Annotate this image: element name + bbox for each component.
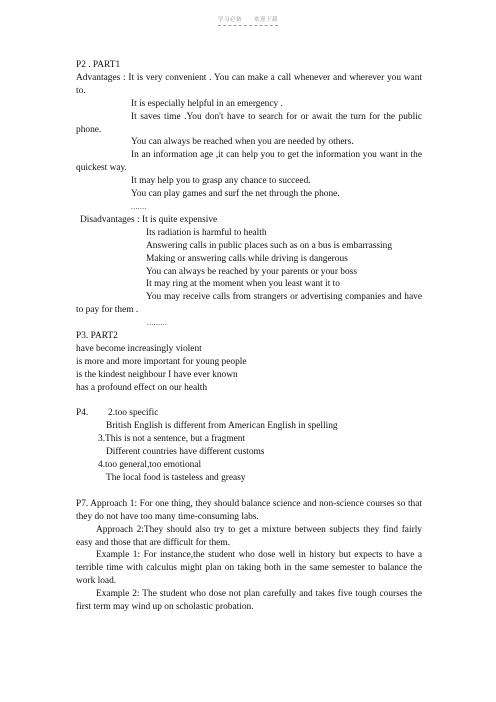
disadvantage-item: You can always be reached by your parents or your boss bbox=[146, 266, 357, 277]
p3-heading: P3. PART2 bbox=[76, 331, 118, 342]
advantage-ellipsis: ....... bbox=[131, 202, 147, 211]
p4-item-head: 3.This is not a sentence, but a fragment bbox=[98, 434, 246, 445]
document-body bbox=[76, 59, 422, 614]
disadvantage-item: Its radiation is harmful to health bbox=[146, 227, 267, 238]
p4-item-head: 2.too specific bbox=[107, 408, 159, 419]
advantage-item: Advantages : It is very convenient . You can make a call whenever and wherever you want to. bbox=[76, 72, 422, 96]
disadvantage-item: It may ring at the moment when you least want it to bbox=[146, 279, 340, 290]
page-header bbox=[0, 15, 496, 23]
advantage-item: In an information age ,it can help you to get the information you want in the quickest way. bbox=[76, 150, 422, 174]
p7-paragraph: Approach 2:They should also try to get a mixture between subjects they find fairly easy and those that are difficult for them. bbox=[76, 524, 422, 548]
advantage-item: It is especially helpful in an emergency . bbox=[131, 98, 283, 109]
p4-item-body: British English is different from American English in spelling bbox=[106, 421, 338, 432]
p4-item-body: The local food is tasteless and greasy bbox=[106, 472, 246, 483]
disadvantages-list bbox=[76, 214, 422, 330]
p4-item-head: 4.too general,too emotional bbox=[98, 460, 202, 471]
p3-list bbox=[76, 343, 422, 395]
p4-section bbox=[76, 407, 422, 484]
advantages-list bbox=[76, 72, 422, 214]
p3-item: has a profound effect on our health bbox=[76, 382, 208, 393]
advantage-item: It may help you to grasp any chance to succeed. bbox=[131, 176, 311, 187]
advantage-item: It saves time .You don't have to search for or await the turn for the public phone. bbox=[76, 111, 422, 135]
advantage-item: You can play games and surf the net through the phone. bbox=[131, 189, 340, 200]
p7-paragraph: Example 2: The student who dose not plan carefully and takes five tough courses the first term may wind up on scholastic probation. bbox=[76, 589, 422, 613]
p7-paragraph: Example 1: For instance,the student who dose well in history but expects to have a terrible time with calculus might plan on taking both in the same semester to balance the work load. bbox=[76, 550, 422, 587]
p7-paragraph: P7. Approach 1: For one thing, they should balance science and non-science courses so that they do not have too many time-consuming labs. bbox=[76, 498, 422, 522]
disadvantage-item: Making or answering calls while driving is dangerous bbox=[146, 253, 348, 264]
disadvantage-ellipsis: ......... bbox=[147, 319, 168, 328]
disadvantage-item: Answering calls in public places such as on a bus is embarrassing bbox=[146, 240, 393, 251]
p3-item: have become increasingly violent bbox=[76, 343, 202, 354]
p7-section bbox=[76, 498, 422, 614]
disadvantage-item: You may receive calls from strangers or advertising companies and have to pay for them . bbox=[76, 292, 422, 316]
p3-item: is the kindest neighbour I have ever known bbox=[76, 369, 238, 380]
spacer bbox=[76, 395, 422, 408]
disadvantage-item: Disadvantages : It is quite expensive bbox=[80, 214, 218, 225]
header-rule bbox=[218, 25, 278, 26]
p3-item: is more and more important for young people bbox=[76, 356, 247, 367]
p2-heading: P2 . PART1 bbox=[76, 60, 121, 70]
p4-label: P4. bbox=[76, 408, 89, 419]
advantage-item: You can always be reached when you are needed by others. bbox=[131, 137, 354, 148]
p4-item-body: Different countries have different customs bbox=[106, 447, 265, 458]
header-text: 学习必备 欢迎下载 bbox=[217, 17, 278, 23]
spacer bbox=[76, 485, 422, 498]
